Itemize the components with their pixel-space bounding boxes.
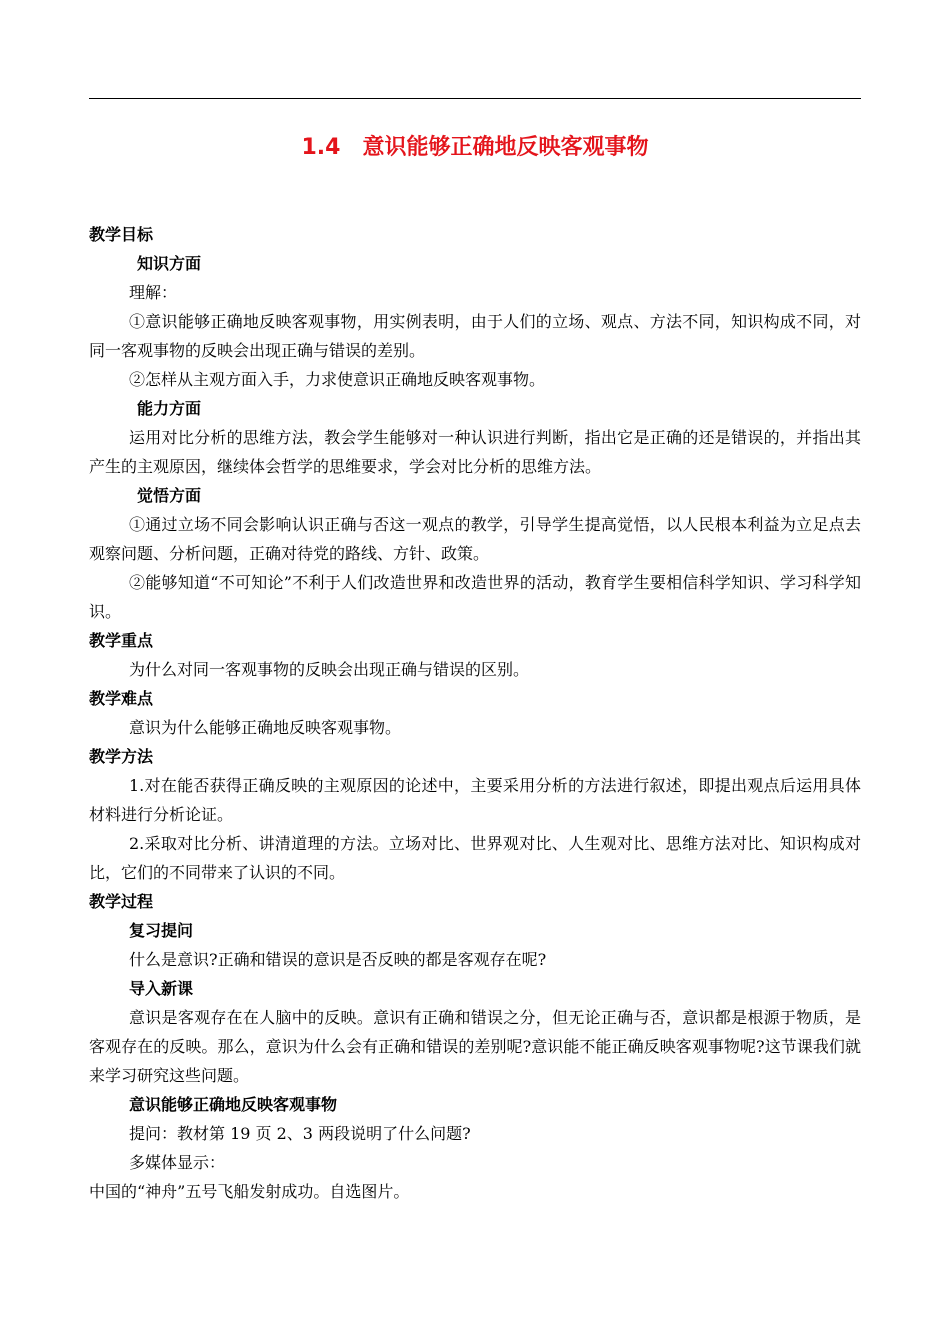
knowledge-item-1: ①意识能够正确地反映客观事物，用实例表明，由于人们的立场、观点、方法不同，知识构成不同，对同一客观事物的反映会出现正确与错误的差别。 [89,312,861,360]
method-heading: 教学方法 [89,747,154,766]
question-text: 提问：教材第 19 页 2、3 两段说明了什么问题? [129,1124,471,1143]
intro-heading: 导入新课 [129,979,194,998]
review-heading: 复习提问 [129,921,194,940]
knowledge-item-2: ②怎样从主观方面入手，力求使意识正确地反映客观事物。 [129,370,546,389]
focus-heading: 教学重点 [89,631,154,650]
topic-heading: 意识能够正确地反映客观事物 [129,1095,338,1114]
goals-heading: 教学目标 [89,225,154,244]
document-body [89,220,861,1206]
intro-text: 意识是客观存在在人脑中的反映。意识有正确和错误之分，但无论正确与否，意识都是根源于物质，是客观存在的反映。那么，意识为什么会有正确和错误的差别呢?意识能不能正确反映客观事物呢?这节课我们就来学习研究这些问题。 [89,1008,861,1085]
awareness-heading: 觉悟方面 [137,486,202,505]
knowledge-intro: 理解： [129,283,178,302]
multimedia-text: 多媒体显示： [129,1153,226,1172]
difficulty-heading: 教学难点 [89,689,154,708]
focus-text: 为什么对同一客观事物的反映会出现正确与错误的区别。 [129,660,530,679]
document-title: 1.4 意识能够正确地反映客观事物 [301,135,649,160]
difficulty-text: 意识为什么能够正确地反映客观事物。 [129,718,402,737]
header-rule [89,98,861,99]
awareness-item-1: ①通过立场不同会影响认识正确与否这一观点的教学，引导学生提高觉悟，以人民根本利益为立足点去观察问题、分析问题，正确对待党的路线、方针、政策。 [89,515,861,563]
knowledge-heading: 知识方面 [137,254,202,273]
process-heading: 教学过程 [89,892,154,911]
example-text: 中国的“神舟”五号飞船发射成功。自选图片。 [89,1182,410,1201]
ability-text: 运用对比分析的思维方法，教会学生能够对一种认识进行判断，指出它是正确的还是错误的，并指出其产生的主观原因，继续体会哲学的思维要求，学会对比分析的思维方法。 [89,428,861,476]
method-item-2: 2.采取对比分析、讲清道理的方法。立场对比、世界观对比、人生观对比、思维方法对比、知识构成对比，它们的不同带来了认识的不同。 [89,834,861,882]
awareness-item-2: ②能够知道“不可知论”不利于人们改造世界和改造世界的活动，教育学生要相信科学知识、学习科学知识。 [89,573,861,621]
ability-heading: 能力方面 [137,399,202,418]
method-item-1: 1.对在能否获得正确反映的主观原因的论述中，主要采用分析的方法进行叙述，即提出观点后运用具体材料进行分析论证。 [89,776,861,824]
review-text: 什么是意识?正确和错误的意识是否反映的都是客观存在呢? [129,950,547,969]
